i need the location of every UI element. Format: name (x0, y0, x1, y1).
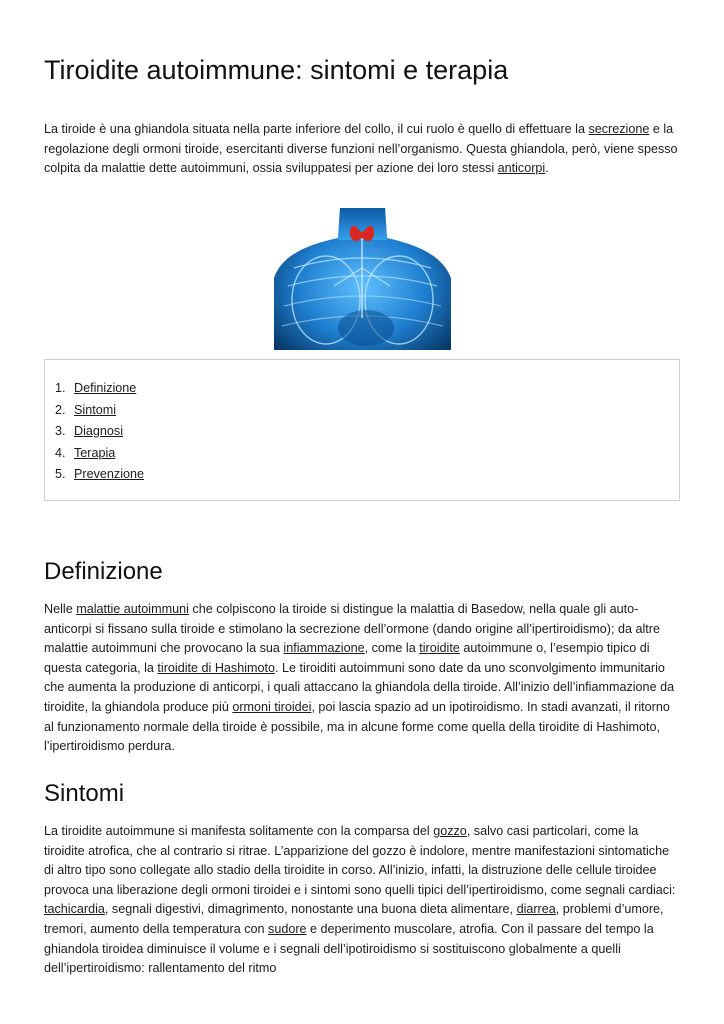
toc-number: 3. (55, 424, 66, 439)
text: , segnali digestivi, dimagrimento, nonostante una buona dieta alimentare, (104, 902, 517, 917)
link-tachicardia[interactable]: tachicardia (44, 902, 105, 917)
text: , salvo casi particolari, come la tiroidite atrofica, che al contrario si ritrae. L’apparizione del gozzo è indolore, mentre manifestazioni sintomatiche di altro tipo sono collegate allo stadio della tiroidite in corso. All’inizio, infatti, la distruzione delle cellule tiroidee provoca una liberazione degli ormoni tiroidei e i sintomi sono quelli tipici dell’ipertiroidismo, come segnali cardiaci: (44, 824, 676, 897)
toc-item (55, 378, 144, 400)
table-of-contents (44, 359, 680, 501)
link-tiroidite[interactable]: tiroidite (419, 641, 460, 656)
text: autoimmune o, l’esempio tipico di questa categoria, la (44, 641, 650, 675)
text: Nelle (44, 602, 77, 616)
text: , come la (364, 641, 420, 656)
toc-number: 5. (55, 467, 66, 482)
toc-link-terapia[interactable]: Terapia (74, 445, 116, 460)
link-diarrea[interactable]: diarrea (516, 902, 556, 917)
text: . (545, 161, 549, 176)
text: che colpiscono la tiroide si distingue la malattia di Basedow, nella quale gli auto-anticorpi si fissano sulla tiroide e stimolano la secrezione dell’ormone (dando origine all’ipertiroidismo); da altre malattie autoimmuni che provocano la sua (44, 602, 660, 656)
page-title: Tiroidite autoimmune: sintomi e terapia (44, 55, 509, 85)
text: . Le tiroiditi autoimmuni sono date da uno sconvolgimento immunitario che aumenta la produzione di anticorpi, i quali attaccano la ghiandola della tiroide. All’inizio dell’infiammazione da tiroidite, la ghiandola produce più (44, 660, 675, 714)
toc-list (55, 378, 144, 486)
toc-link-prevenzione[interactable]: Prevenzione (74, 467, 145, 482)
text: La tiroide è una ghiandola situata nella parte inferiore del collo, il cui ruolo è quello di effettuare la (44, 122, 589, 136)
link-malattie-autoimmuni[interactable]: malattie autoimmuni (76, 602, 189, 616)
text: La tiroidite autoimmune si manifesta solitamente con la comparsa del (44, 824, 434, 838)
link-secrezione[interactable]: secrezione (588, 122, 650, 136)
intro-paragraph (44, 120, 680, 179)
text: e deperimento muscolare, atrofia. Con il passare del tempo la ghiandola tiroidea diminuisce il volume e i segnali dell’ipotiroidismo si sostituiscono globalmente a quelli dell’ipertiroidismo: rallentamento del ritmo (44, 921, 654, 976)
text: , poi lascia spazio ad un ipotiroidismo. In stadi avanzati, il ritorno al funzionamento normale della tiroide è possibile, ma in alcune forme come quella della tiroidite di Hashimoto, l’ipertiroidismo perdura. (44, 699, 670, 754)
thyroid-anatomy-illustration (274, 208, 451, 350)
toc-item (55, 464, 144, 486)
text: e la regolazione degli ormoni tiroide, esercitanti diverse funzioni nell’organismo. Questa ghiandola, però, viene spesso colpita da malattie dette autoimmuni, ossia sviluppatesi per azione dei loro stessi (44, 122, 678, 176)
thyroid-anatomy-image (274, 208, 451, 350)
toc-link-diagnosi[interactable]: Diagnosi (74, 424, 124, 439)
toc-number: 2. (55, 402, 66, 417)
toc-link-sintomi[interactable]: Sintomi (74, 402, 116, 417)
definizione-paragraph (44, 600, 680, 757)
link-tiroidite-di-hashimoto[interactable]: tiroidite di Hashimoto (157, 660, 276, 675)
section-heading-sintomi: Sintomi (44, 780, 125, 807)
toc-item (55, 400, 144, 422)
sintomi-paragraph (44, 822, 680, 979)
toc-item (55, 421, 144, 443)
link-sudore[interactable]: sudore (268, 921, 307, 936)
toc-number: 4. (55, 445, 66, 460)
toc-link-definizione[interactable]: Definizione (74, 381, 137, 395)
link-gozzo[interactable]: gozzo (433, 824, 467, 838)
text: , problemi d’umore, tremori, aumento della temperatura con (44, 902, 664, 936)
link-infiammazione[interactable]: infiammazione (283, 641, 365, 656)
toc-number: 1. (55, 381, 66, 395)
link-ormoni-tiroidei[interactable]: ormoni tiroidei (232, 699, 312, 714)
toc-item (55, 443, 144, 465)
link-anticorpi[interactable]: anticorpi (497, 161, 546, 176)
section-heading-definizione: Definizione (44, 558, 163, 585)
